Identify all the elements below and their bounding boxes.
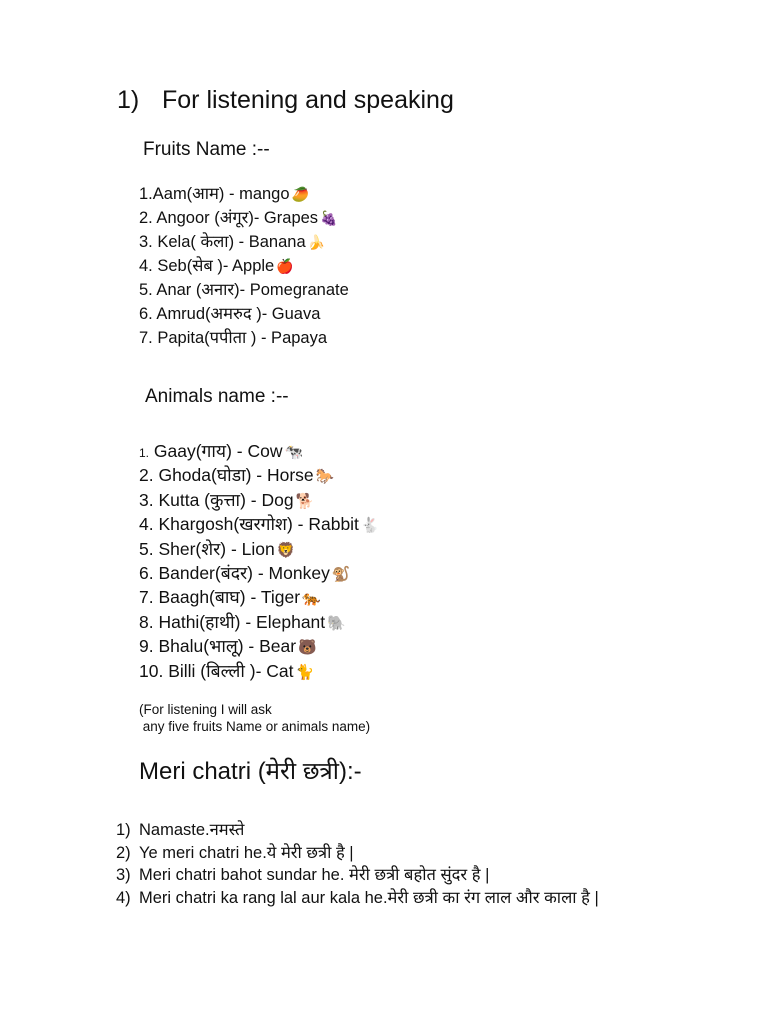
list-item [139, 537, 379, 561]
list-item [139, 439, 379, 463]
list-item [139, 463, 379, 487]
fruits-section-title: Fruits Name :-- [143, 139, 270, 160]
item-number: 1) [116, 821, 131, 839]
item-number: 1. [139, 446, 150, 460]
item-text: Ye meri chatri he.ये मेरी छत्री है | [139, 843, 354, 862]
item-text: Meri chatri ka rang lal aur kala he.मेरी छत्री का रंग लाल और काला है | [139, 888, 599, 907]
cow-icon: 🐄 [284, 443, 303, 461]
list-item [116, 864, 599, 887]
list-item [139, 206, 349, 230]
item-text: 4. Seb(सेब )- Apple [139, 257, 275, 275]
lion-icon: 🦁 [276, 540, 296, 559]
item-text: 3. Kutta (कुत्ता) - Dog [139, 489, 294, 510]
fruits-list [139, 182, 349, 350]
note-line: (For listening I will ask [139, 702, 272, 717]
list-item [139, 488, 379, 512]
list-item [116, 819, 599, 842]
cat-icon: 🐈 [295, 662, 315, 681]
list-item [139, 634, 379, 658]
list-item [139, 512, 379, 536]
heading-title: For listening and speaking [162, 86, 454, 114]
item-text: 4. Khargosh(खरगोश) - Rabbit [139, 514, 359, 535]
list-item [139, 326, 349, 350]
item-text: Gaay(गाय) - Cow [149, 441, 283, 461]
heading-number: 1) [117, 86, 140, 114]
list-item [139, 182, 349, 206]
item-text: 10. Billi (बिल्ली )- Cat [139, 660, 294, 681]
animals-section-title: Animals name :-- [145, 386, 289, 407]
item-text: 1.Aam(आम) - mango [139, 185, 290, 203]
item-text: 7. Papita(पपीता ) - Papaya [139, 329, 328, 347]
item-text: Meri chatri bahot sundar he. मेरी छत्री बहोत सुंदर है | [139, 866, 490, 884]
item-text: 5. Sher(शेर) - Lion [139, 538, 275, 559]
list-item [139, 254, 349, 278]
bear-icon: 🐻 [298, 638, 317, 657]
chatri-list [116, 819, 599, 909]
list-item [116, 887, 599, 910]
note-line: any five fruits Name or animals name) [139, 719, 371, 734]
item-text: 6. Amrud(अमरुद )- Guava [139, 305, 321, 323]
mango-icon: 🥭 [291, 187, 309, 203]
animals-list [139, 439, 379, 683]
chatri-section-title: Meri chatri (मेरी छत्री):- [139, 758, 362, 785]
item-text: 8. Hathi(हाथी) - Elephant [139, 611, 326, 632]
dog-icon: 🐕 [295, 491, 315, 510]
list-item [139, 659, 379, 683]
list-item [139, 230, 349, 254]
list-item [139, 585, 379, 609]
listening-note [139, 701, 370, 735]
elephant-icon: 🐘 [327, 613, 346, 632]
item-text: Namaste.नमस्ते [139, 821, 245, 839]
page-heading [117, 86, 454, 115]
item-number: 3) [116, 866, 131, 884]
item-number: 2) [116, 843, 131, 862]
item-text: 6. Bander(बंदर) - Monkey [139, 562, 330, 583]
item-text: 3. Kela( केला) - Banana [139, 233, 306, 251]
monkey-icon: 🐒 [331, 564, 351, 583]
list-item [139, 610, 379, 634]
item-text: 2. Angoor (अंगूर)- Grapes [139, 209, 319, 227]
item-text: 7. Baagh(बाघ) - Tiger [139, 587, 301, 608]
horse-icon: 🐎 [315, 467, 335, 486]
list-item [139, 302, 349, 326]
tiger-icon: 🐅 [302, 589, 321, 608]
item-text: 5. Anar (अनार)- Pomegranate [139, 281, 349, 299]
item-text: 9. Bhalu(भालू) - Bear [139, 636, 297, 657]
list-item [116, 842, 599, 865]
banana-icon: 🍌 [307, 235, 326, 251]
apple-icon: 🍎 [276, 259, 294, 275]
list-item [139, 278, 349, 302]
item-text: 2. Ghoda(घोडा) - Horse [139, 465, 314, 486]
rabbit-icon: 🐇 [360, 516, 380, 535]
grapes-icon: 🍇 [320, 211, 338, 227]
item-number: 4) [116, 888, 131, 907]
list-item [139, 561, 379, 585]
